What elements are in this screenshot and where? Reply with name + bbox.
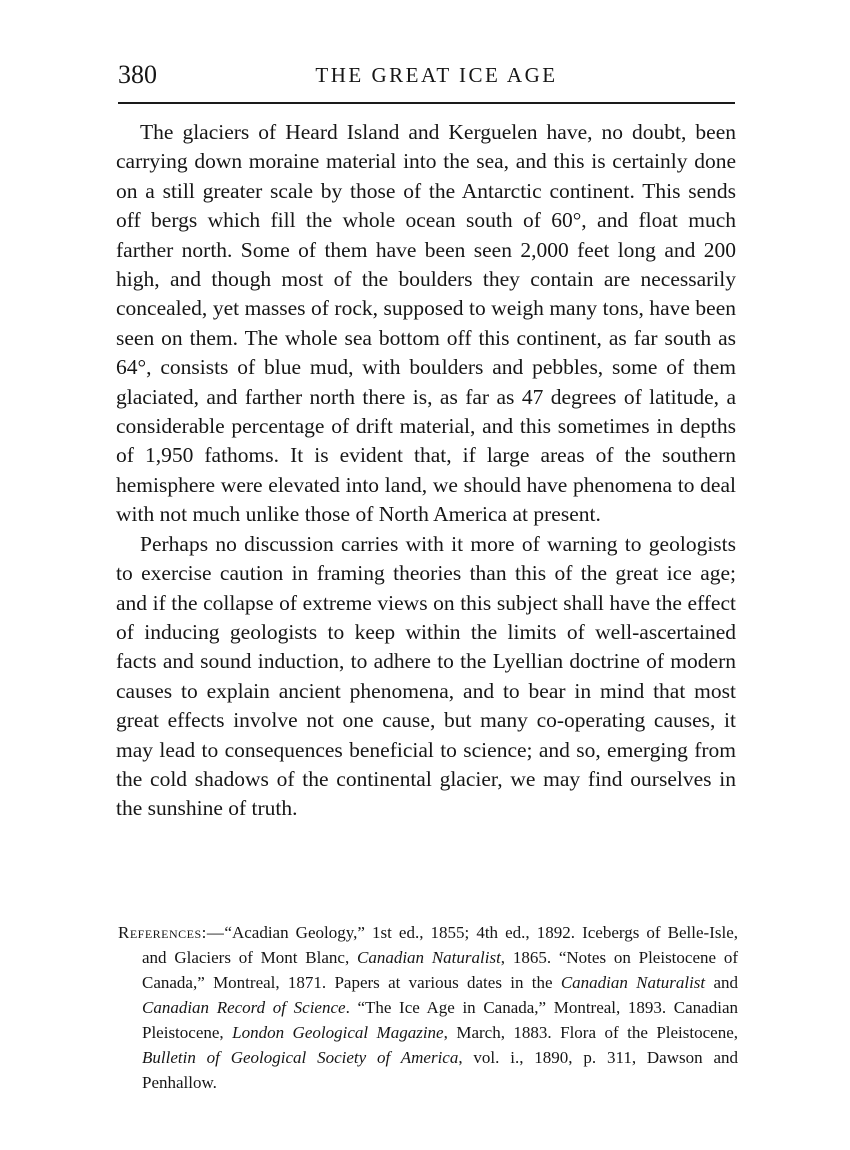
reference-segment: . “The Ice Age in Canada,” Montreal, 1893. Canadian Pleistocene, [142, 998, 738, 1042]
reference-title-italic: Canadian Naturalist [560, 973, 706, 992]
paragraph-antarctic-glaciers: The glaciers of Heard Island and Kerguelen have, no doubt, been carrying down moraine material into the sea, and this is certainly done on a still greater scale by those of the Antarctic continent. This sends off bergs which fill the whole ocean south of 60°, and float much farther north. Some of them have been seen 2,000 feet long and 200 high, and though most of the boulders they contain are necessarily concealed, yet masses of rock, supposed to weigh many tons, have been seen on them. The whole sea bottom off this continent, as far south as 64°, consists of blue mud, with boulders and pebbles, some of them glaciated, and farther north there is, as far as 47 degrees of latitude, a considerable percentage of drift material, and this sometimes in depths of 1,950 fathoms. It is evident that, if large areas of the southern hemisphere were elevated into land, we should have phenomena to deal with not much unlike those of North America at present. [116, 120, 736, 527]
page-number: 380 [118, 60, 157, 89]
reference-title-italic: Canadian Naturalist [356, 948, 501, 967]
references-note [118, 920, 738, 1095]
running-head [118, 58, 735, 92]
reference-segment: , 1865. “Notes on Pleistocene of Canada,” Montreal, 1871. Papers at various dates in the [142, 948, 738, 992]
reference-title-italic: Bulletin of Geological Society of America [142, 1048, 459, 1067]
reference-title-italic: Canadian Record of Science [142, 998, 346, 1017]
reference-title-italic: London Geological Magazine [232, 1023, 444, 1042]
reference-segment: “Acadian Geology,” 1st ed., 1855; 4th ed., 1892. Icebergs of Belle-Isle, and Glaciers of Mont Blanc, [142, 923, 738, 967]
reference-segment: and [705, 973, 738, 992]
reference-segment: , March, 1883. Flora of the Pleistocene, [443, 1023, 738, 1042]
header-rule [118, 102, 735, 104]
body-text [116, 118, 736, 824]
paragraph-conclusion: Perhaps no discussion carries with it more of warning to geologists to exercise caution in framing theories than this of the great ice age; and if the collapse of extreme views on this subject shall have the effect of inducing geologists to keep within the limits of well-ascertained facts and sound induction, to adhere to the Lyellian doctrine of modern causes to explain ancient phenomena, and to bear in mind that most great effects involve not one cause, but many co-operating causes, it may lead to consequences beneficial to science; and so, emerging from the cold shadows of the continental glacier, we may find ourselves in the sunshine of truth. [116, 531, 736, 821]
running-title: THE GREAT ICE AGE [315, 63, 558, 87]
reference-segment: , vol. i., 1890, p. 311, Dawson and Penhallow. [142, 1048, 739, 1092]
references-label: References:— [118, 923, 225, 942]
